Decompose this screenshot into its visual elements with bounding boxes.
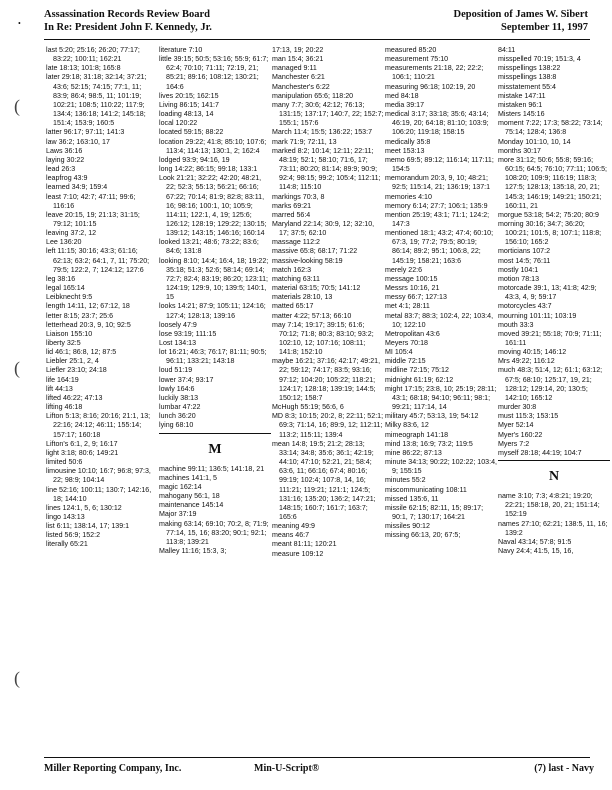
index-entry: miscommunicating 108:11 (385, 485, 467, 494)
index-entry: memo 69:5; 89:12; 116:14; 117:11; 154:5 (385, 155, 494, 174)
index-entry: Maryland 22:14; 30:9, 12; 32:10, 17; 37:5; 62:10 (272, 219, 375, 238)
index-entry: murder 30:8 (498, 403, 537, 412)
index-entry: Liebler 25:1, 2, 4 (46, 357, 99, 366)
index-entry: morning 30:16; 34:7; 36:20; 100:21; 101:5, 8; 107:1; 118:8; 156:10; 165:2 (498, 219, 602, 247)
index-entry: letter 8:15; 23:7; 25:6 (46, 311, 114, 320)
index-entry: merely 22:6 (385, 265, 423, 274)
index-entry: light 3:18; 80:6; 149:21 (46, 448, 119, 457)
index-entry: legal 165:14 (46, 284, 85, 293)
index-entry: machine 99:11; 136:5; 141:18, 21 (159, 464, 265, 473)
index-entry: measure 109:12 (272, 549, 324, 558)
index-entry: massive-looking 58:19 (272, 256, 343, 265)
index-entry: last 5:20; 25:16; 26:20; 77:17; 83:22; 100:11; 162:21 (46, 46, 140, 64)
index-entry: mouth 33:3 (498, 320, 534, 329)
index-entry: message 100:15 (385, 274, 438, 283)
index-entry: magic 162:14 (159, 482, 202, 491)
index-entry: misspellings 138:22 (498, 64, 561, 73)
index-entry: Malley 11:16; 15:3, 3; (159, 546, 227, 555)
index-entry: man 15:4; 36:21 (272, 55, 324, 64)
index-entry: lower 37:4; 93:17 (159, 375, 214, 384)
index-entry: Messrs 10:16, 21 (385, 284, 440, 293)
index-entry: massage 112:2 (272, 238, 320, 247)
index-entry: months 30:17 (498, 146, 541, 155)
index-entry: loosely 47:9 (159, 320, 197, 329)
index-entry: limousine 10:10; 16:7; 96:8; 97:3, 22; 98:9; 104:14 (46, 467, 151, 485)
index-entry: March 11:4; 15:5; 136:22; 153:7 (272, 128, 373, 137)
index-entry: Metropolitan 43:6 (385, 329, 440, 338)
index-entry: markings 70:3, 8 (272, 192, 325, 201)
index-entry: lunch 36:20 (159, 412, 196, 421)
index-entry: marred 56:4 (272, 210, 311, 219)
index-entry: mentioned 18:1; 43:2; 47:4; 60:10; 67:3, 19; 77:2; 79:5; 80:19; 86:14; 89:2; 95:1; 106:8, 22; 145:19; 158:21; 163:6 (385, 229, 494, 265)
index-entry: misstatement 55:4 (498, 82, 556, 91)
index-entry: misspellings 138:8 (498, 73, 557, 82)
index-entry: 17:13, 19; 20:22 (272, 46, 324, 54)
index-entry: making 63:14; 69:10; 70:2, 8; 71:9; 77:14, 15, 16; 83:20; 90:1; 92:1; 113:8; 139:21 (159, 519, 269, 546)
section-letter-heading: M (208, 441, 222, 457)
index-entry: mind 13:8; 16:9; 73:2; 119:5 (385, 439, 473, 448)
index-entry: managed 9:11 (272, 64, 317, 73)
index-entry: MD 8:3; 10:15; 20:2, 8; 22:11; 52:1; 69:3; 71:14, 16; 89:9, 12; 112:11; 113:2; 115:11; 139:4 (272, 412, 384, 439)
index-entry: minute 34:13; 90:22; 102:22; 103:4, 9; 155:15 (385, 458, 497, 476)
index-entry: Manchester's 6:22 (272, 82, 330, 91)
index-entry: morticians 107:2 (498, 247, 551, 256)
header-date: September 11, 1997 (500, 22, 588, 33)
index-entry: might 17:15; 23:8, 10; 25:19; 28:11; 43:1; 68:18; 94:10; 96:11; 98:1; 99:21; 117:14, 14 (385, 384, 497, 412)
index-entry: mistake 147:11 (498, 91, 546, 100)
index-entry: looking 8:10; 14:4; 16:4, 18; 19:22; 35:18; 51:3; 52:6; 58:14; 69:14; 72:7; 82:4; 83:19; 86:20; 123:11; 124:19; 129:9, 10; 139:5; 140:1, 15 (159, 256, 269, 302)
index-entry: moving 40:15; 146:12 (498, 348, 567, 357)
index-entry: 84:11 (498, 46, 516, 54)
index-entry: must 115:3; 153:15 (498, 412, 559, 421)
punch-hole-mark: ( (14, 668, 20, 688)
index-entry: leg 38:16 (46, 274, 76, 283)
index-entry: later 29:18; 31:18; 32:14; 37:21; 43:6; 52:15; 74:15; 77:1, 11; 83:9; 86:4; 98:5, 11; 101:19; 102:21; 108:5; 110:22; 117:9; 134:4; 136:18; 141:2; 145:18; 151:4; 153:9; 160:5 (46, 73, 147, 128)
index-entry: morgue 53:18; 54:2; 75:20; 80:9 (498, 210, 599, 219)
index-entry: learned 34:9; 159:4 (46, 183, 108, 192)
index-entry: Myer's 160:22 (498, 430, 543, 439)
index-entry: match 162:3 (272, 265, 312, 274)
index-entry: matter 4:22; 57:13; 66:10 (272, 311, 352, 320)
index-entry: memories 4:10 (385, 192, 432, 201)
index-entry: loading 48:13, 14 (159, 110, 214, 119)
index-entry: Lifton 5:13; 8:16; 20:16; 21:1, 13; 22:16; 24:12; 46:11; 155:14; 157:17; 160:18 (46, 412, 151, 439)
index-entry: lot 16:21; 46:3; 76:17; 81:11; 90:5; 96:11; 133:21; 143:18 (159, 348, 267, 366)
index-entry: Liaison 155:10 (46, 329, 93, 338)
index-entry: motorcycles 43:7 (498, 302, 552, 311)
index-entry: memorandum 20:3, 9, 10; 48:21; 92:5; 115:14, 21; 136:19; 137:1 (385, 174, 491, 192)
index-column-3 (272, 46, 384, 744)
index-entry: motion 78:13 (498, 274, 540, 283)
index-entry: mistaken 96:1 (498, 100, 543, 109)
index-entry: limited 50:6 (46, 458, 83, 467)
index-entry: med 84:18 (385, 91, 419, 100)
index-entry: meaning 49:9 (272, 522, 315, 531)
index-entry: middle 72:15 (385, 357, 426, 366)
punch-hole-mark: ( (14, 358, 20, 378)
index-entry: looks 14:21; 87:9; 105:11; 124:16; 127:4; 128:13; 139:16 (159, 302, 266, 320)
index-entry: leave 20:15, 19; 21:13; 31:15; 79:12; 101:15 (46, 210, 140, 228)
index-entry: manipulation 65:6; 118:20 (272, 91, 354, 100)
bullet-mark: • (18, 19, 21, 28)
index-entry: lead 26:3 (46, 165, 76, 174)
index-column-4 (385, 46, 497, 744)
index-entry: local 120:22 (159, 119, 198, 128)
footer-page-range: (7) last - Navy (534, 763, 594, 774)
index-entry: Naval 43:14; 57:8; 91:5 (498, 537, 572, 546)
index-entry: long 14:22; 86:15; 99:18; 133:1 (159, 165, 258, 174)
index-entry: matted 65:17 (272, 302, 314, 311)
index-entry: located 59:15; 88:22 (159, 128, 224, 137)
index-entry: marked 8:2; 10:14; 12:11; 22:11; 48:19; 52:1; 58:10; 71:6, 17; 73:11; 80:20; 81:14; 89:9; 90:9; 92:4; 98:15; 99:2; 105:4; 112:11; 114:8; 115:10 (272, 146, 381, 192)
index-entry: law 36:2; 163:10, 17 (46, 137, 110, 146)
index-entry: latter 96:17; 97:11; 141:3 (46, 128, 125, 137)
index-entry: names 27:10; 62:21; 138:5, 11, 16; 139:2 (498, 519, 608, 537)
index-entry: missing 66:13, 20; 67:5; (385, 531, 461, 540)
index-entry: luckily 38:13 (159, 393, 199, 402)
index-entry: materials 28:10, 13 (272, 293, 333, 302)
index-entry: motorcade 39:1, 13; 41:8; 42:9; 43:3, 4, 9; 59:17 (498, 284, 597, 302)
index-entry: Leibknecht 9:5 (46, 293, 93, 302)
footer-rule (44, 757, 590, 758)
index-entry: life 164:19 (46, 375, 79, 384)
index-entry: lowly 164:6 (159, 384, 195, 393)
index-entry: Monday 101:10, 10, 14 (498, 137, 571, 146)
index-entry: may 7:14; 19:17; 39:15; 61:6; 70:12; 71:8; 80:3; 83:10; 93:2; 102:10, 12; 107:16; 108:11; 141:8; 152:10 (272, 320, 374, 357)
index-entry: lose 93:19; 111:15 (159, 329, 217, 338)
index-entry: material 63:15; 70:5; 141:12 (272, 284, 361, 293)
index-entry: mahogany 56:1, 18 (159, 492, 220, 501)
index-entry: liberty 32:5 (46, 339, 81, 347)
index-entry: maybe 16:21; 37:16; 42:17; 49:21, 22; 59:12; 74:17; 83:5; 93:16; 97:12; 104:20; 105:22; 118:21; 124:17; 128:18; 139:19; 144:5; 150:12; 158:7 (272, 357, 381, 402)
index-entry: Living 86:15; 141:7 (159, 100, 219, 109)
index-entry: Liefler 23:10; 24:18 (46, 366, 107, 375)
index-entry: missile 62:15; 82:11, 15; 89:17; 90:1, 7; 130:17; 164:21 (385, 503, 484, 521)
index-entry: minutes 55:2 (385, 476, 426, 485)
index-entry: mean 14:8; 19:5; 21:2; 28:13; 33:14; 34:8; 35:6; 36:1; 42:19; 44:10; 47:10; 52:21, 21; 58:4; 63:6, 11; 66:16; 67:4; 80:16; 99:19; 102:4; 107:8, 14, 16; 111:21; 119:21; 121:1; 124:5; 131:16; 135:20; 136:2; 147:21; 148:15; 160:7; 161:7; 163:7; 165:6 (272, 439, 376, 521)
index-entry: mourning 101:11; 103:19 (498, 311, 577, 320)
index-entry: missiles 90:12 (385, 522, 430, 531)
index-entry: missed 135:6, 11 (385, 494, 439, 503)
index-entry: Lost 134:13 (159, 339, 197, 347)
index-column-2 (159, 46, 271, 744)
index-entry: laying 30:22 (46, 155, 85, 164)
index-entry: line 52:16; 100:11; 130:7; 142:16, 18; 144:10 (46, 485, 152, 503)
index-entry: Lifton's 6:1, 2, 9; 16:17 (46, 439, 118, 448)
index-entry: lumbar 47:22 (159, 403, 201, 412)
header-rule (44, 39, 590, 40)
index-entry: Myer 52:14 (498, 421, 534, 430)
index-entry: messy 66:7; 127:13 (385, 293, 447, 302)
index-entry: Meyers 70:18 (385, 339, 428, 347)
index-entry: more 31:12; 50:6; 55:8; 59:16; 60:15; 64:5; 76:10; 77:11; 106:5; 108:20; 109:9; 116:19; 118:3; 127:5; 128:13; 135:18, 20, 21; 145:3; 146:19; 149:21; 150:21; 160:11, 21 (498, 155, 608, 210)
index-entry: lid 46:1; 86:8, 12; 87:5 (46, 348, 117, 357)
index-entry: military 45:7; 53:13, 19; 54:12 (385, 412, 479, 421)
index-entry: memory 6:14; 27:7; 106:1; 135:9 (385, 201, 488, 210)
index-entry: left 11:15; 30:16; 43:3; 61:16; 62:13; 63:2; 64:1, 7, 11; 75:20; 79:5; 122:2, 7; 124:12; 127:6 (46, 247, 150, 274)
index-entry: machines 141:1, 5 (159, 473, 217, 482)
index-entry: Laws 36:16 (46, 146, 83, 155)
index-entry: midnight 61:19; 62:12 (385, 375, 454, 384)
index-entry: Major 37:19 (159, 510, 197, 519)
index-entry: letterhead 20:3, 9, 10; 92:5 (46, 320, 131, 329)
index-entry: least 7:10; 42:7; 47:11; 99:6; 116:16 (46, 192, 136, 210)
index-column-5 (498, 46, 610, 744)
index-entry: Milky 83:6, 12 (385, 421, 429, 430)
index-entry: McHugh 55:19; 56:6, 6 (272, 403, 344, 412)
index-entry: marks 69:21 (272, 201, 312, 210)
index-entry: moment 7:22; 17:3; 58:22; 73:14; 75:14; 128:4; 136:8 (498, 119, 603, 137)
index-entry: measured 85:20 (385, 46, 437, 54)
section-divider (498, 460, 610, 461)
index-entry: late 18:13; 101:8; 165:8 (46, 64, 121, 73)
index-entry: lift 44:13 (46, 384, 73, 393)
index-entry: moved 39:21; 55:18; 70:9; 71:11; 161:11 (498, 329, 602, 347)
index-entry: measuring 96:18; 102:19, 20 (385, 82, 476, 91)
header-deposition-title: Deposition of James W. Sibert (453, 9, 588, 20)
index-entry: measurement 75:10 (385, 55, 449, 64)
index-entry: mostly 104:1 (498, 265, 539, 274)
index-entry: metal 83:7; 88:3; 102:4, 22; 103:4, 10; 122:10 (385, 311, 494, 329)
index-entry: mimeograph 141:18 (385, 430, 449, 439)
index-entry: misspelled 70:19; 151:3, 4 (498, 55, 581, 64)
index-entry: Manchester 6:21 (272, 73, 325, 82)
index-entry: listed 56:9; 152:2 (46, 531, 101, 540)
index-entry: many 7:7; 30:6; 42:12; 76:13; 131:15; 137:17; 140:7, 22; 152:7; 155:1; 157:6 (272, 100, 384, 128)
index-entry: literally 65:21 (46, 540, 88, 549)
index-entry: myself 28:18; 44:19; 104:7 (498, 448, 582, 457)
index-entry: much 48:3; 51:4, 12; 61:1; 63:12; 67:5; 68:10; 125:17, 19, 21; 128:12; 129:14, 20; 130:5; 142:10; 165:12 (498, 366, 603, 402)
index-entry: literature 7:10 (159, 46, 203, 54)
index-entry: media 39:17 (385, 100, 425, 109)
index-entry: name 3:10; 7:3; 4:8:21; 19:20; 22:21; 158:18, 20, 21; 151:14; 152:19 (498, 492, 600, 519)
index-entry: lying 68:10 (159, 421, 194, 430)
index-columns (46, 46, 608, 744)
index-entry: loud 51:19 (159, 366, 193, 375)
index-entry: lingo 143:13 (46, 512, 85, 521)
index-entry: length 14:11, 12; 67:12, 18 (46, 302, 130, 311)
index-entry: mark 71:9; 72:11, 13 (272, 137, 337, 146)
index-entry: list 6:11; 138:14, 17; 139:1 (46, 522, 130, 531)
index-entry: leaving 37:2, 12 (46, 229, 97, 238)
index-entry: most 14:5; 76:11 (498, 256, 551, 265)
index-entry: matching 63:11 (272, 274, 320, 283)
index-entry: Misters 145:16 (498, 110, 545, 119)
index-entry: location 29:22; 41:8; 85:10; 107:6; 113:4; 114:13; 130:1, 2; 162:4 (159, 137, 267, 155)
index-entry: means 46:7 (272, 531, 310, 540)
index-entry: lifting 46:18 (46, 403, 83, 412)
footer-brand: Min-U-Script® (254, 763, 320, 774)
index-entry: met 4:1; 28:11 (385, 302, 430, 311)
index-entry: leapfrog 43:9 (46, 174, 88, 183)
index-column-1 (46, 46, 158, 744)
index-entry: MI 105:4 (385, 348, 413, 357)
footer-company: Miller Reporting Company, Inc. (44, 763, 182, 774)
index-entry: maintenance 145:14 (159, 501, 224, 510)
index-entry: Look 21:21; 32:22; 42:20; 48:21, 22; 52:3; 55:13; 56:21; 66:16; 67:22; 70:14; 81:9; 82:8; 83:11, 16; 98:16; 100:1, 10; 105:9; 114:11; 122:1, 4, 19; 125:6; 126:12; 128:19; 129:22; 130:15; 139:12; 143:15; 146:16; 160:14 (159, 174, 267, 238)
index-entry: looked 13:21; 48:6; 73:22; 83:6; 84:6; 131:8 (159, 238, 259, 256)
index-entry: massive 65:8; 68:17; 71:22 (272, 247, 358, 256)
index-entry: Navy 24:4; 41:5, 15, 16, (498, 546, 574, 555)
index-entry: Myers 7:2 (498, 439, 530, 448)
header-board-title: Assassination Records Review Board (44, 9, 210, 20)
index-entry: Mrs 49:22; 116:12 (498, 357, 555, 366)
header-case-title: In Re: President John F. Kennedy, Jr. (44, 22, 212, 33)
index-entry: lifted 46:22; 47:13 (46, 393, 103, 402)
index-entry: meet 153:13 (385, 146, 425, 155)
index-entry: medically 35:8 (385, 137, 431, 146)
punch-hole-mark: ( (14, 96, 20, 116)
index-entry: midline 72:15; 75:12 (385, 366, 449, 375)
section-divider (159, 433, 271, 434)
index-entry: little 39:15; 50:5; 53:16; 55:9; 61:7; 62:4; 70:10; 71:11; 72:19, 21; 85:21; 89:16; 108:12; 130:21; 164:6 (159, 55, 269, 91)
index-entry: lodged 93:9; 94:16, 19 (159, 155, 230, 164)
index-entry: Lee 136:20 (46, 238, 82, 247)
section-letter-heading: N (548, 469, 560, 485)
index-entry: lines 124:1, 5, 6; 130:12 (46, 503, 122, 512)
index-entry: meant 81:11; 120:21 (272, 540, 337, 549)
index-entry: medical 3:17; 33:18; 35:6; 43:14; 46:19, 20; 64:18; 81:10; 103:9; 106:20; 119:18; 158:15 (385, 110, 489, 137)
index-entry: mine 86:22; 87:13 (385, 448, 442, 457)
index-entry: mention 25:19; 43:1; 71:1; 124:2; 147:3 (385, 210, 490, 228)
index-entry: lives 20:15; 162:15 (159, 91, 219, 100)
index-entry: measurements 21:18, 22; 22:2; 106:1; 110:21 (385, 64, 484, 82)
